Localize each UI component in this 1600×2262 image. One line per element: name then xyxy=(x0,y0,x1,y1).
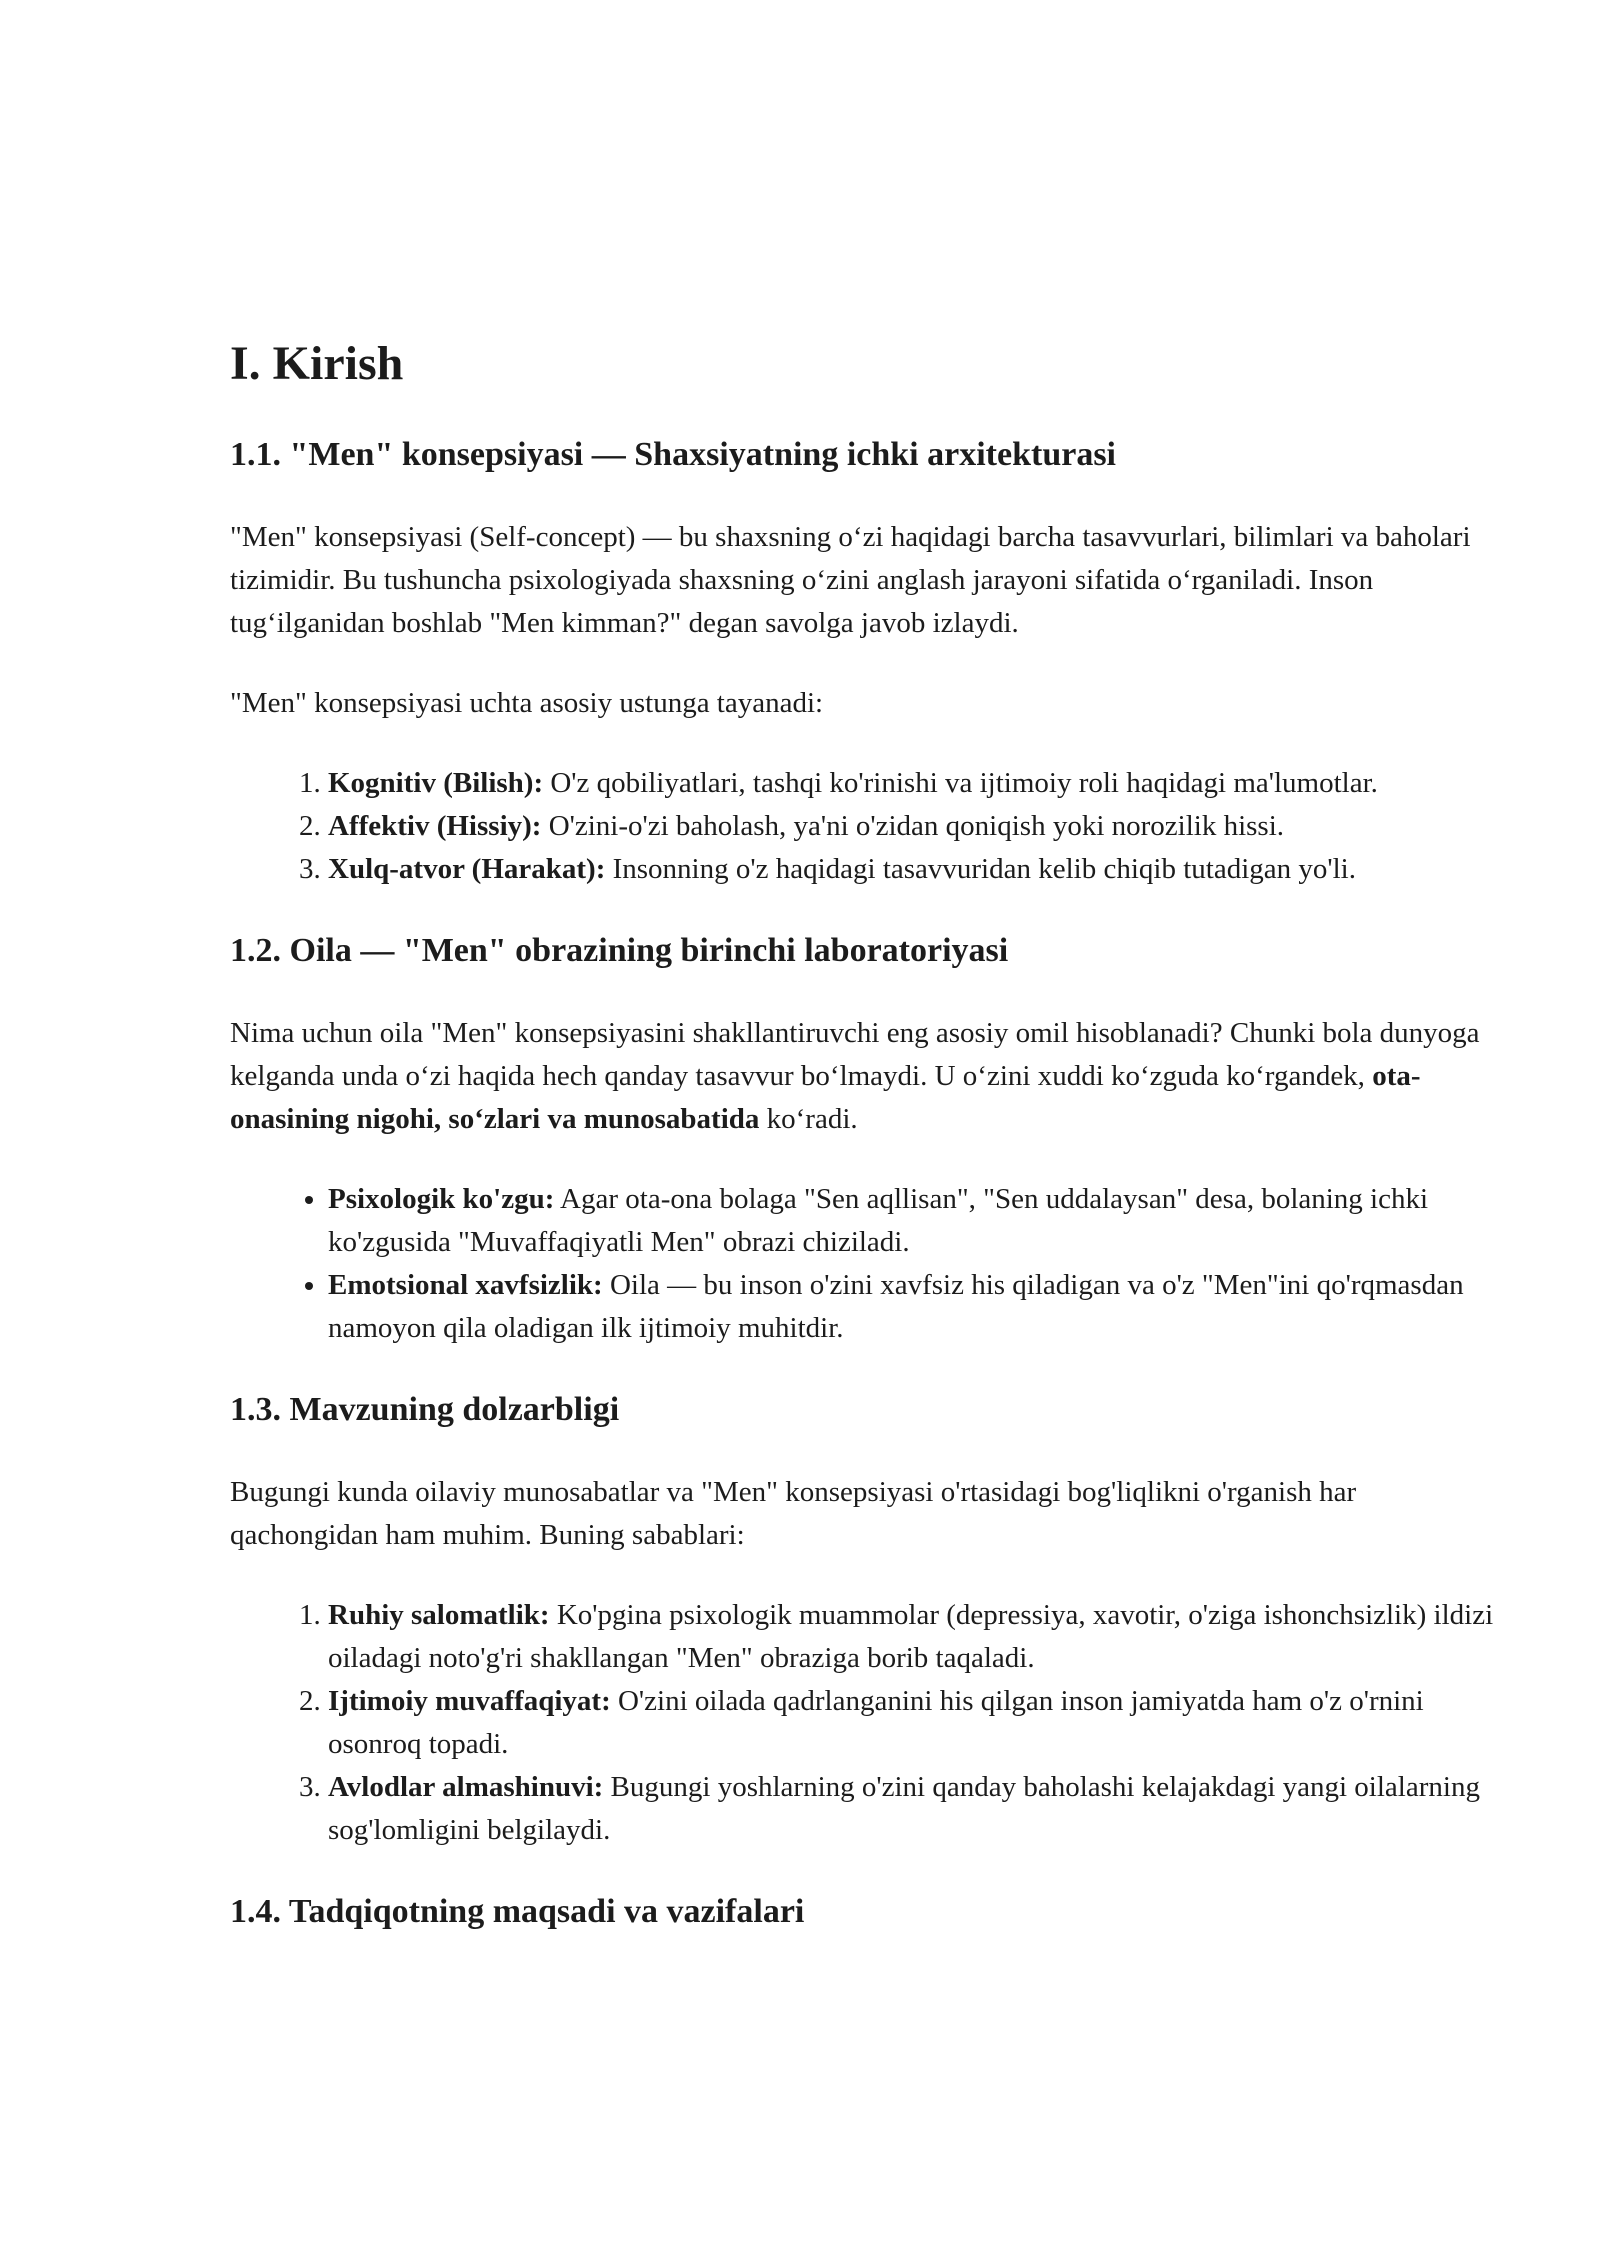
list-item-text: O'zini-o'zi baholash, ya'ni o'zidan qoniqish yoki norozilik hissi. xyxy=(541,809,1285,842)
list-item-term: Psixologik ko'zgu: xyxy=(328,1182,555,1215)
section-1-1-paragraph-2: "Men" konsepsiyasi uchta asosiy ustunga tayanadi: xyxy=(230,686,824,719)
list-item-text: O'zini oilada qadrlanganini his qilgan inson jamiyatda ham o'z o'rnini osonroq topadi. xyxy=(328,1684,1424,1760)
list-item-text: O'z qobiliyatlari, tashqi ko'rinishi va ijtimoiy roli haqidagi ma'lumotlar. xyxy=(543,766,1378,799)
list-item-term: Kognitiv (Bilish): xyxy=(328,766,544,799)
document-page xyxy=(230,336,1500,1972)
chapter-title: I. Kirish xyxy=(230,337,404,390)
section-heading-1-4: 1.4. Tadqiqotning maqsadi va vazifalari xyxy=(230,1892,805,1930)
section-1-3-paragraph-1: Bugungi kunda oilaviy munosabatlar va "Men" konsepsiyasi o'rtasidagi bog'liqlikni o'rganish har qachongidan ham muhim. Buning sabablari: xyxy=(230,1475,1357,1551)
section-heading-1-3: 1.3. Mavzuning dolzarbligi xyxy=(230,1390,620,1428)
list-item-text: Insonning o'z haqidagi tasavvuridan kelib chiqib tutadigan yo'li. xyxy=(605,852,1356,885)
section-1-1-list xyxy=(230,762,1500,891)
list-item-text: Oila — bu inson o'zini xavfsiz his qiladigan va o'z "Men"ini qo'rqmasdan namoyon qila oladigan ilk ijtimoiy muhitdir. xyxy=(328,1268,1464,1344)
list-item-text: Bugungi yoshlarning o'zini qanday baholashi kelajakdagi yangi oilalarning sog'lomligini belgilaydi. xyxy=(328,1770,1480,1846)
list-item-term: Avlodlar almashinuvi: xyxy=(328,1770,604,1803)
list-item-term: Emotsional xavfsizlik: xyxy=(328,1268,603,1301)
list-item xyxy=(328,1178,1500,1264)
section-heading-1-2: 1.2. Oila — "Men" obrazining birinchi laboratoriyasi xyxy=(230,931,1009,969)
paragraph-text: Nima uchun oila "Men" konsepsiyasini shakllantiruvchi eng asosiy omil hisoblanadi? Chunki bola dunyoga kelganda unda oʻzi haqida hech qanday tasavvur boʻlmaydi. U oʻzini xuddi koʻzguda koʻrgandek, xyxy=(230,1016,1480,1092)
list-item-term: Affektiv (Hissiy): xyxy=(328,809,542,842)
section-1-2-list xyxy=(230,1178,1500,1350)
list-item xyxy=(328,762,1500,805)
list-item xyxy=(328,848,1500,891)
list-item-text: Agar ota-ona bolaga "Sen aqllisan", "Sen uddalaysan" desa, bolaning ichki ko'zgusida "Muvaffaqiyatli Men" obrazi chiziladi. xyxy=(328,1182,1429,1258)
list-item-term: Ijtimoiy muvaffaqiyat: xyxy=(328,1684,611,1717)
paragraph-bold-text: ota-onasining nigohi, soʻzlari va munosabatida xyxy=(230,1059,1421,1135)
list-item xyxy=(328,805,1500,848)
section-1-2-paragraph-1 xyxy=(230,1012,1500,1141)
list-item-term: Ruhiy salomatlik: xyxy=(328,1598,550,1631)
section-1-1-paragraph-1: "Men" konsepsiyasi (Self-concept) — bu shaxsning oʻzi haqidagi barcha tasavvurlari, bilimlari va baholari tizimidir. Bu tushuncha psixologiyada shaxsning oʻzini anglash jarayoni sifatida oʻrganiladi. Inson tugʻilganidan boshlab "Men kimman?" degan savolga javob izlaydi. xyxy=(230,520,1471,639)
list-item xyxy=(328,1680,1500,1766)
section-1-3-list xyxy=(230,1594,1500,1852)
list-item-term: Xulq-atvor (Harakat): xyxy=(328,852,606,885)
paragraph-text: koʻradi. xyxy=(759,1102,858,1135)
list-item xyxy=(328,1594,1500,1680)
list-item xyxy=(328,1264,1500,1350)
section-heading-1-1: 1.1. "Men" konsepsiyasi — Shaxsiyatning ichki arxitekturasi xyxy=(230,436,1116,474)
list-item xyxy=(328,1766,1500,1852)
list-item-text: Ko'pgina psixologik muammolar (depressiya, xavotir, o'ziga ishonchsizlik) ildizi oiladagi noto'g'ri shakllangan "Men" obraziga borib taqaladi. xyxy=(328,1598,1494,1674)
